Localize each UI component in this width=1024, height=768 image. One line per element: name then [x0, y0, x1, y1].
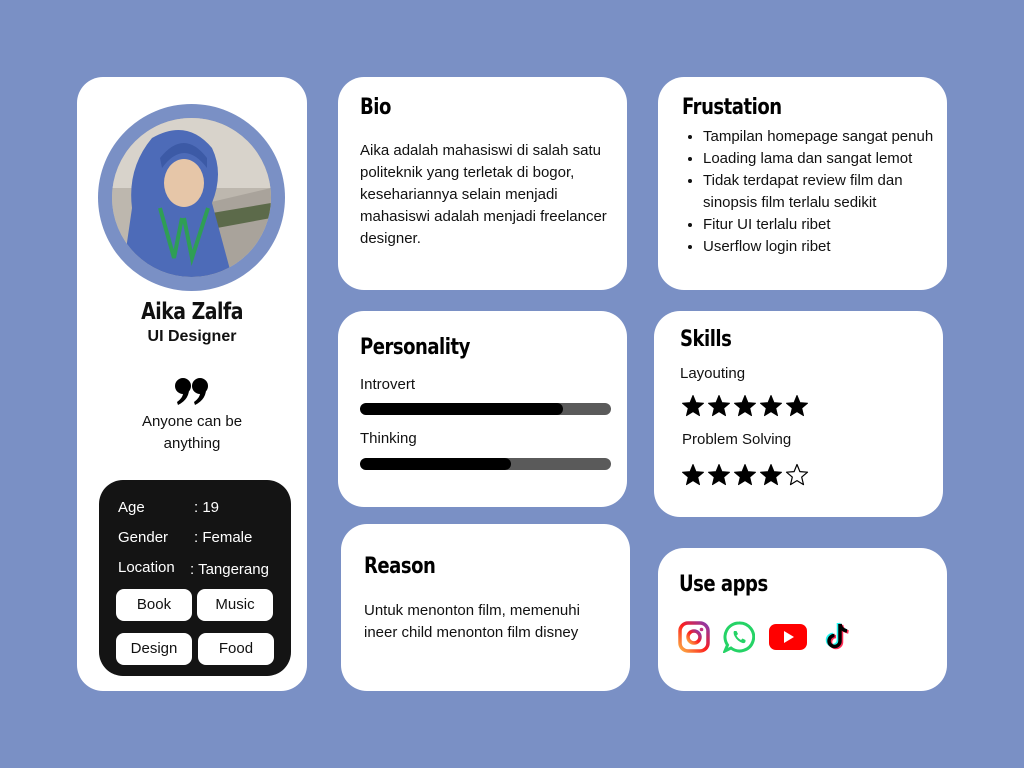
skill-rating-layouting	[681, 394, 809, 418]
apps-title: Use apps	[679, 572, 768, 597]
youtube-icon	[768, 621, 808, 653]
frustration-list	[703, 126, 939, 258]
star-filled-icon	[733, 463, 757, 487]
personality-card	[338, 311, 627, 507]
apps-card	[658, 548, 947, 691]
profile-name-text: Aika Zalfa	[141, 299, 243, 325]
star-filled-icon	[759, 394, 783, 418]
reason-title: Reason	[364, 554, 436, 579]
reason-text: Untuk menonton film, memenuhi ineer child menonton film disney	[364, 602, 580, 641]
skills-title: Skills	[680, 327, 732, 352]
quote-icon	[174, 377, 210, 407]
interest-chip-music: Music	[197, 589, 273, 621]
interest-chip-design: Design	[116, 633, 192, 665]
skills-card	[654, 311, 943, 517]
list-item: • Tampilan homepage sangat penuh	[703, 126, 939, 148]
star-filled-icon	[707, 394, 731, 418]
star-filled-icon	[785, 394, 809, 418]
frustration-card	[658, 77, 947, 290]
star-filled-icon	[759, 463, 783, 487]
trait-label: Thinking	[360, 430, 417, 447]
trait-bar-introvert	[360, 403, 611, 415]
list-item: • Fitur UI terlalu ribet	[703, 214, 939, 236]
skill-rating-problem-solving	[681, 463, 809, 487]
info-label: Gender	[118, 529, 169, 546]
skill-label: Problem Solving	[682, 431, 792, 448]
star-filled-icon	[733, 394, 757, 418]
info-label: Location	[118, 559, 175, 576]
skill-label: Layouting	[680, 365, 746, 382]
interest-chip-book: Book	[116, 589, 192, 621]
bio-card	[338, 77, 627, 290]
trait-bar-thinking	[360, 458, 611, 470]
personality-title: Personality	[360, 335, 470, 360]
instagram-icon	[678, 621, 710, 653]
list-item: • Loading lama dan sangat lemot	[703, 148, 939, 170]
trait-bar-fill	[360, 458, 511, 470]
avatar-photo	[112, 118, 271, 277]
tiktok-icon	[821, 621, 853, 653]
info-value: : Female	[194, 529, 253, 546]
info-label: Age	[118, 499, 145, 516]
list-item: • Userflow login ribet	[703, 236, 939, 258]
profile-card	[77, 77, 307, 691]
reason-card	[341, 524, 630, 691]
frustration-title: Frustation	[682, 95, 782, 120]
avatar-ring	[98, 104, 285, 291]
profile-role: UI Designer	[147, 328, 237, 345]
trait-label: Introvert	[360, 376, 416, 393]
star-filled-icon	[681, 463, 705, 487]
whatsapp-icon	[723, 621, 755, 653]
info-value: : 19	[194, 499, 220, 516]
interest-chip-food: Food	[198, 633, 274, 665]
star-filled-icon	[681, 394, 705, 418]
avatar	[112, 118, 271, 277]
trait-bar-fill	[360, 403, 563, 415]
profile-quote: Anyone can be anything	[141, 413, 243, 452]
list-item: • Tidak terdapat review film dan sinopsis film terlalu sedikit	[703, 170, 939, 214]
star-empty-icon	[785, 463, 809, 487]
star-filled-icon	[707, 463, 731, 487]
bio-title: Bio	[360, 95, 391, 120]
info-box	[99, 480, 291, 676]
profile-name	[77, 299, 307, 325]
info-value: : Tangerang	[190, 561, 269, 578]
bio-text: Aika adalah mahasiswi di salah satu politeknik yang terletak di bogor, kesehariannya selain menjadi mahasiswi adalah menjadi freelancer designer.	[360, 142, 607, 247]
